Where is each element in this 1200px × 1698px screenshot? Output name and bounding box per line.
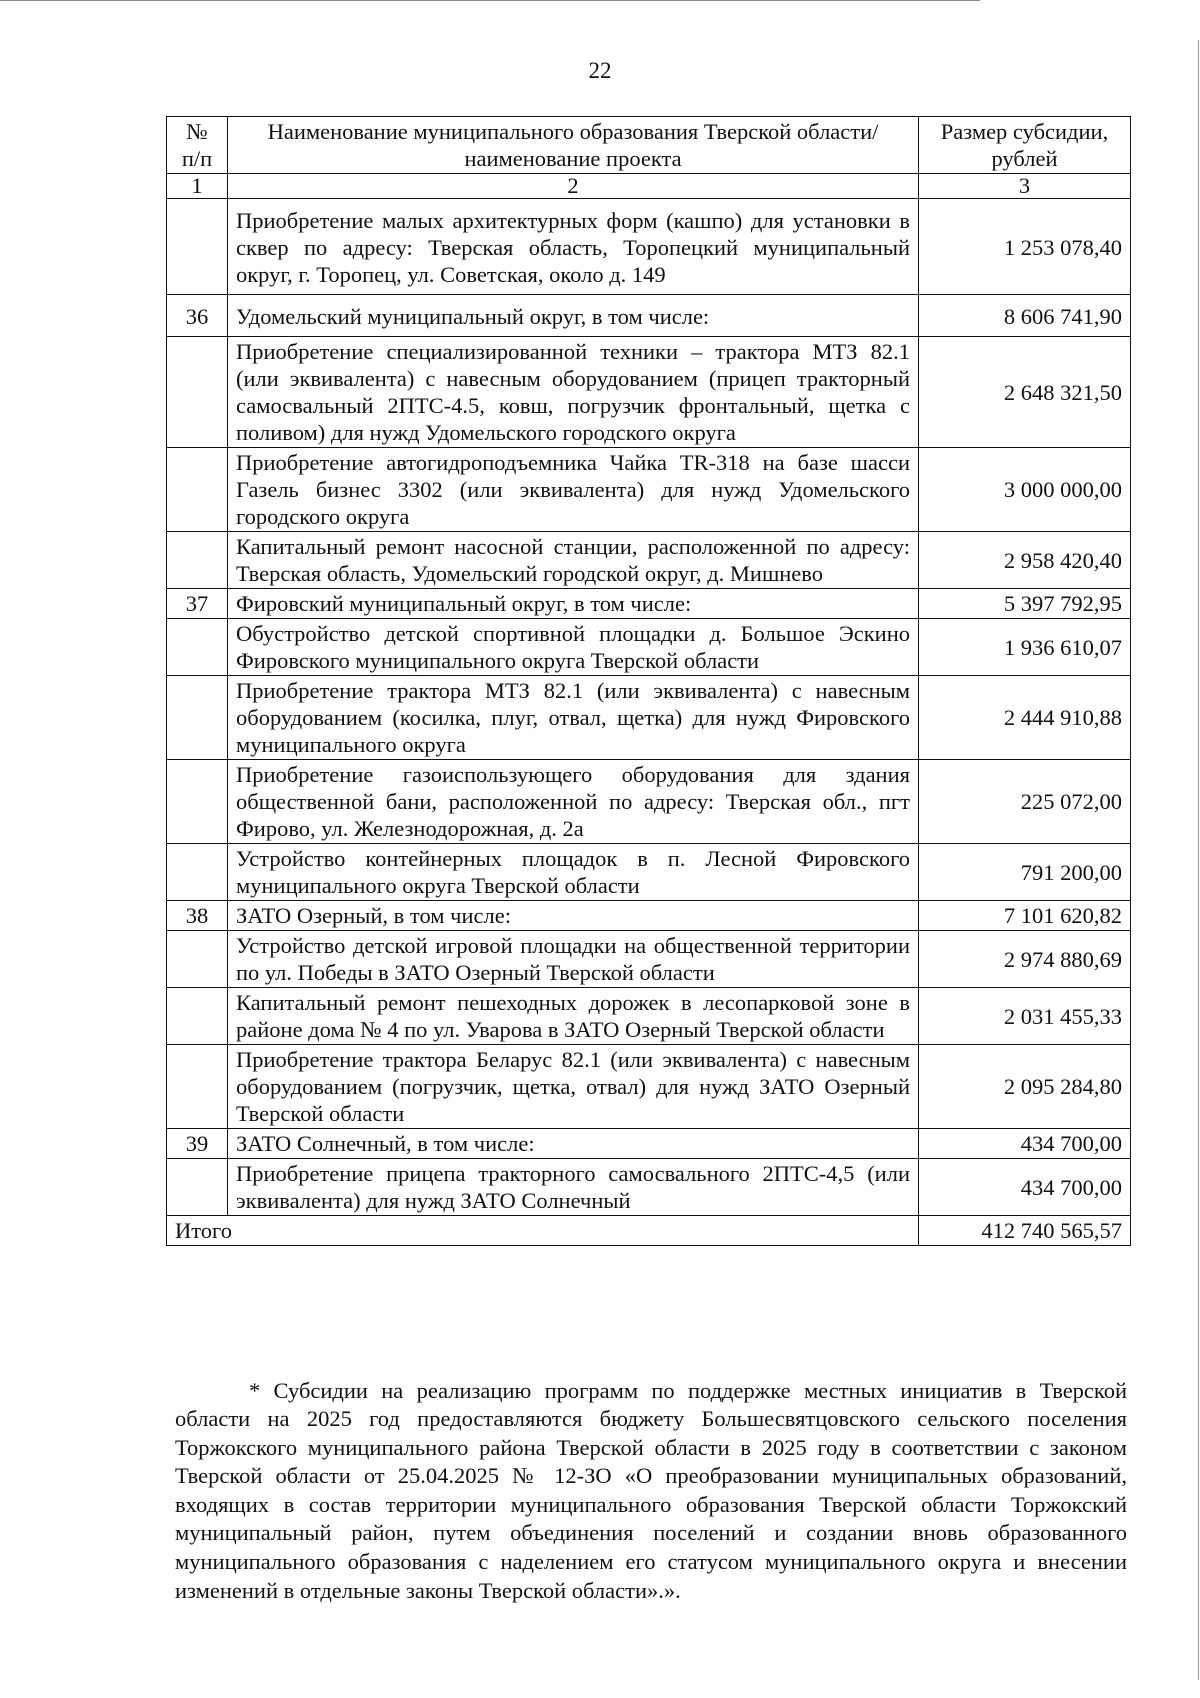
row-name: Приобретение малых архитектурных форм (кашпо) для установки в сквер по адресу: Тверская область, Торопецкий муниципальный округ, г. Торопец, ул. Советская, около д. 149: [228, 199, 919, 295]
row-name: Приобретение газоиспользующего оборудования для здания общественной бани, расположенной по адресу: Тверская обл., пгт Фирово, ул. Железнодорожная, д. 2а: [228, 760, 919, 844]
row-amount: 2 648 321,50: [919, 337, 1131, 448]
table-row: [167, 1045, 1131, 1129]
row-num: [167, 676, 228, 760]
column-number: 2: [228, 174, 919, 199]
row-name: Обустройство детской спортивной площадки д. Большое Эскино Фировского муниципального округа Тверской области: [228, 619, 919, 676]
row-amount: 7 101 620,82: [919, 901, 1131, 931]
total-row: [167, 1216, 1131, 1246]
row-amount: 1 253 078,40: [919, 199, 1131, 295]
row-amount: 434 700,00: [919, 1159, 1131, 1216]
table-row: [167, 760, 1131, 844]
table-row: [167, 532, 1131, 589]
header-num: № п/п: [167, 117, 228, 174]
table-header-row: [167, 117, 1131, 174]
table-row: [167, 589, 1131, 619]
row-num: [167, 199, 228, 295]
table-row: [167, 988, 1131, 1045]
row-num: 36: [167, 295, 228, 337]
page-number: 22: [588, 58, 612, 83]
row-name: Устройство детской игровой площадки на общественной территории по ул. Победы в ЗАТО Озерный Тверской области: [228, 931, 919, 988]
table-row: [167, 844, 1131, 901]
table-row: [167, 1159, 1131, 1216]
scan-edge-line: [0, 0, 980, 1]
table-row: [167, 676, 1131, 760]
row-amount: 8 606 741,90: [919, 295, 1131, 337]
row-amount: 2 095 284,80: [919, 1045, 1131, 1129]
scan-edge-line: [1198, 40, 1199, 1680]
row-amount: 2 444 910,88: [919, 676, 1131, 760]
row-num: [167, 448, 228, 532]
table-row: [167, 931, 1131, 988]
row-amount: 2 958 420,40: [919, 532, 1131, 589]
row-num: [167, 532, 228, 589]
row-amount: 225 072,00: [919, 760, 1131, 844]
footnote: * Субсидии на реализацию программ по поддержке местных инициатив в Тверской области на 2025 год предоставляются бюджету Большесвятцовского сельского поселения Торжокского муниципального района Тверской области в 2025 году в соответствии с законом Тверской области от 25.04.2025 № 12-ЗО «О преобразовании муниципальных образований, входящих в состав территории муниципального образования Тверской области Торжокский муниципальный район, путем объединения поселений и создании вновь образованного муниципального образования с наделением его статусом муниципального округа и внесении изменений в отдельные законы Тверской области».».: [175, 1377, 1127, 1603]
row-name: ЗАТО Озерный, в том числе:: [228, 901, 919, 931]
row-name: Приобретение автогидроподъемника Чайка TR-318 на базе шасси Газель бизнес 3302 (или эквивалента) для нужд Удомельского городского округа: [228, 448, 919, 532]
row-name: Удомельский муниципальный округ, в том числе:: [228, 295, 919, 337]
row-num: [167, 760, 228, 844]
row-num: 37: [167, 589, 228, 619]
table-row: [167, 901, 1131, 931]
header-name: Наименование муниципального образования Тверской области/наименование проекта: [228, 117, 919, 174]
row-num: [167, 337, 228, 448]
row-name: Приобретение трактора Беларус 82.1 (или эквивалента) с навесным оборудованием (погрузчик, щетка, отвал) для нужд ЗАТО Озерный Тверской области: [228, 1045, 919, 1129]
row-num: 38: [167, 901, 228, 931]
row-amount: 3 000 000,00: [919, 448, 1131, 532]
total-label: Итого: [167, 1216, 919, 1246]
row-name: ЗАТО Солнечный, в том числе:: [228, 1129, 919, 1159]
row-num: [167, 1045, 228, 1129]
row-num: [167, 931, 228, 988]
row-name: Фировский муниципальный округ, в том числе:: [228, 589, 919, 619]
row-name: Приобретение специализированной техники – трактора МТЗ 82.1 (или эквивалента) с навесным оборудованием (прицеп тракторный самосвальный 2ПТС-4.5, ковш, погрузчик фронтальный, щетка с поливом) для нужд Удомельского городского округа: [228, 337, 919, 448]
table-row: [167, 1129, 1131, 1159]
table-row: [167, 295, 1131, 337]
subsidy-table: [166, 116, 1131, 1246]
row-num: [167, 844, 228, 901]
row-num: 39: [167, 1129, 228, 1159]
row-name: Капитальный ремонт пешеходных дорожек в лесопарковой зоне в районе дома № 4 по ул. Уварова в ЗАТО Озерный Тверской области: [228, 988, 919, 1045]
table-row: [167, 337, 1131, 448]
column-number: 3: [919, 174, 1131, 199]
column-number: 1: [167, 174, 228, 199]
header-amount: Размер субсидии, рублей: [919, 117, 1131, 174]
row-num: [167, 988, 228, 1045]
row-amount: 791 200,00: [919, 844, 1131, 901]
row-amount: 5 397 792,95: [919, 589, 1131, 619]
row-num: [167, 1159, 228, 1216]
row-amount: 2 974 880,69: [919, 931, 1131, 988]
row-amount: 2 031 455,33: [919, 988, 1131, 1045]
total-amount: 412 740 565,57: [919, 1216, 1131, 1246]
table-row: [167, 619, 1131, 676]
row-num: [167, 619, 228, 676]
row-name: Приобретение прицепа тракторного самосвального 2ПТС-4,5 (или эквивалента) для нужд ЗАТО Солнечный: [228, 1159, 919, 1216]
table-row: [167, 448, 1131, 532]
row-name: Капитальный ремонт насосной станции, расположенной по адресу: Тверская область, Удомельский городской округ, д. Мишнево: [228, 532, 919, 589]
table-row: [167, 199, 1131, 295]
row-name: Приобретение трактора МТЗ 82.1 (или эквивалента) с навесным оборудованием (косилка, плуг, отвал, щетка) для нужд Фировского муниципального округа: [228, 676, 919, 760]
row-amount: 434 700,00: [919, 1129, 1131, 1159]
column-numbers-row: [167, 174, 1131, 199]
row-amount: 1 936 610,07: [919, 619, 1131, 676]
row-name: Устройство контейнерных площадок в п. Лесной Фировского муниципального округа Тверской области: [228, 844, 919, 901]
